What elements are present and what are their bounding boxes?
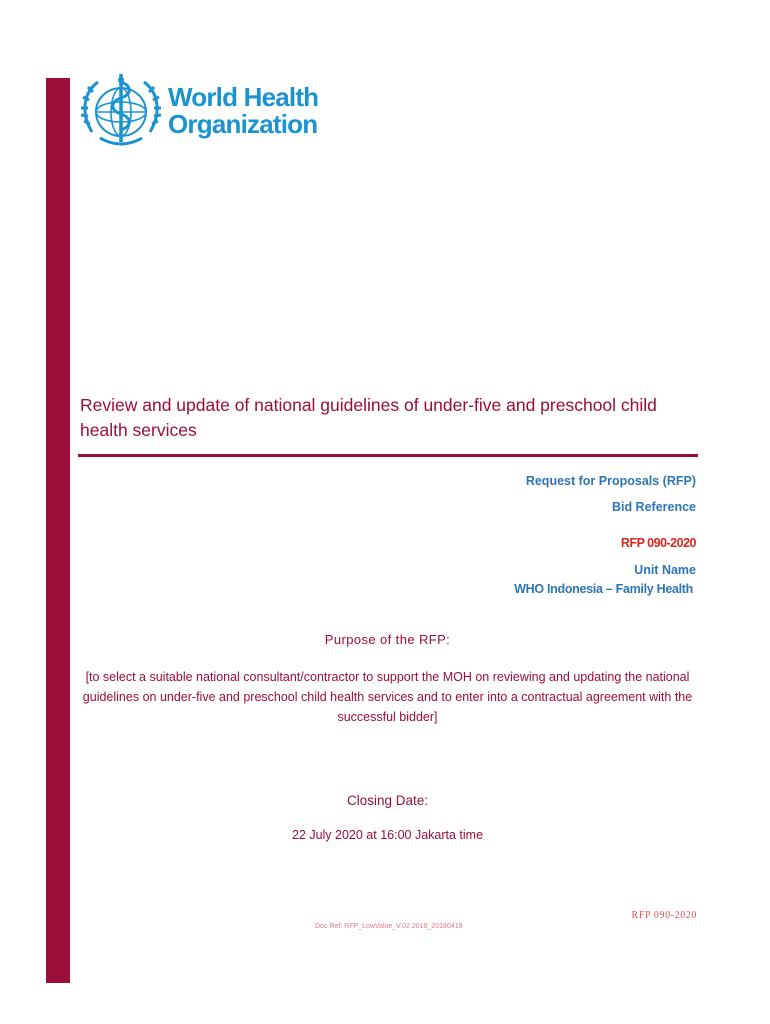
purpose-label: Purpose of the RFP: <box>324 632 451 647</box>
side-accent-bar <box>46 78 70 983</box>
who-logo <box>80 72 318 150</box>
bid-reference-value: RFP 090-2020 <box>620 536 696 550</box>
closing-date-label: Closing Date: <box>346 793 429 808</box>
closing-date-value: 22 July 2020 at 16:00 Jakarta time <box>291 828 484 842</box>
footer-rfp-reference: RFP 090-2020 <box>631 910 697 921</box>
logo-line-1: World Health <box>168 82 319 112</box>
bid-reference-label: Bid Reference <box>611 500 696 514</box>
unit-name-value: WHO Indonesia – Family Health <box>514 582 693 596</box>
who-logo-text <box>168 84 318 138</box>
who-emblem-icon <box>80 72 162 150</box>
logo-line-2: Organization <box>168 109 318 139</box>
document-title: Review and update of national guidelines of under-five and preschool child health services <box>80 395 657 440</box>
document-reference: Doc Ref: RFP_LowValue_V.02 2018_20180419 <box>315 923 463 930</box>
title-divider <box>78 454 698 457</box>
purpose-text: [to select a suitable national consultant/contractor to support the MOH on reviewing and updating the national guidelines on under-five and preschool child health services and to enter into a contractual agreement with the successful bidder] <box>82 670 693 724</box>
rfp-label: Request for Proposals (RFP) <box>525 474 696 488</box>
unit-name-label: Unit Name <box>634 563 696 577</box>
